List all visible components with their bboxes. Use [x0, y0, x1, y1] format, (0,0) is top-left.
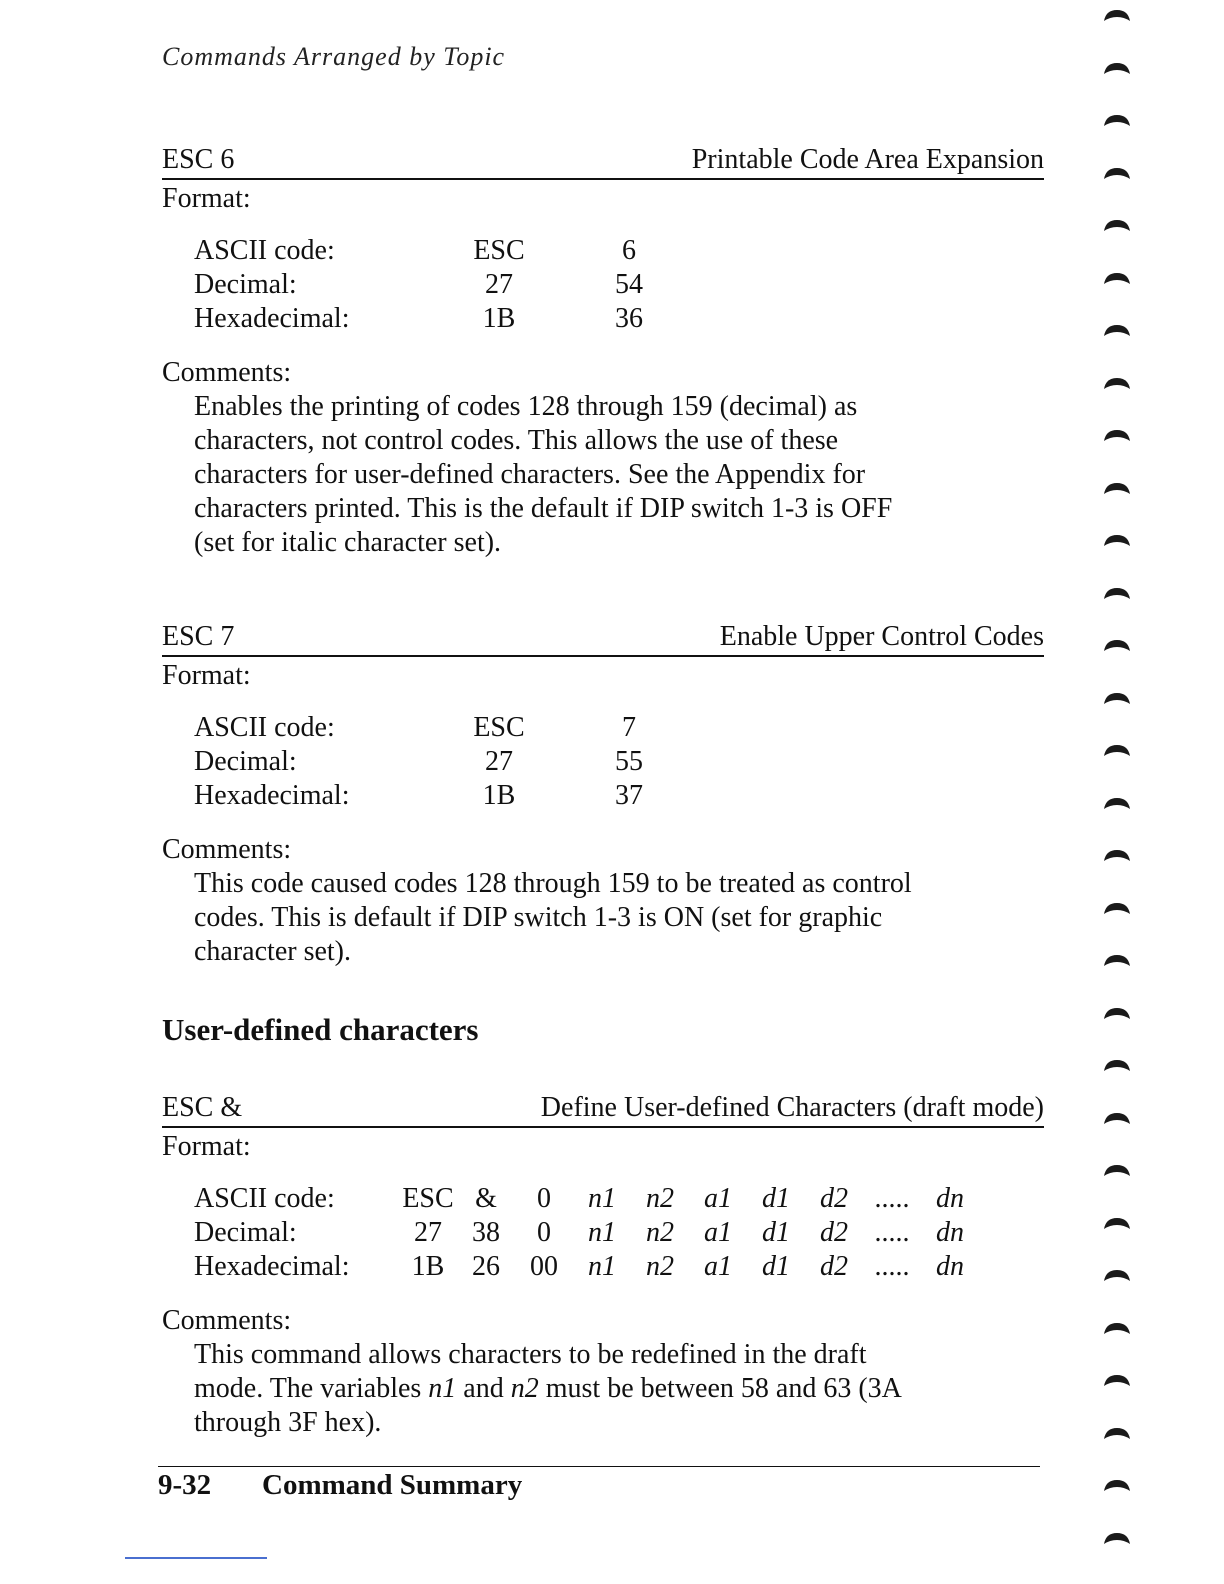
bottom-rule [125, 1557, 267, 1559]
entry-header [162, 142, 1044, 180]
binding-hole-icon [1102, 218, 1132, 232]
code-value: 38 [472, 1217, 500, 1248]
code-variable: dn [936, 1217, 964, 1248]
comment-line: codes. This is default if DIP switch 1-3 is ON (set for graphic [194, 902, 883, 933]
code-variable: a1 [704, 1217, 732, 1248]
binding-marks [1098, 0, 1138, 1584]
table-row [194, 745, 694, 779]
command-code: ESC 7 [162, 621, 235, 652]
binding-hole-icon [1102, 1478, 1132, 1492]
binding-hole-icon [1102, 901, 1132, 915]
footer-title: Command Summary [262, 1469, 523, 1501]
code-value: 27 [414, 1217, 442, 1248]
command-code: ESC 6 [162, 144, 235, 175]
binding-hole-icon [1102, 1373, 1132, 1387]
code-value: 54 [615, 269, 643, 300]
comment-text: must be between 58 and 63 (3A [538, 1373, 902, 1404]
code-variable: dn [936, 1251, 964, 1282]
code-variable: d1 [762, 1183, 790, 1214]
code-value: 7 [622, 712, 636, 743]
binding-hole-icon [1102, 323, 1132, 337]
command-entry-esc-6 [162, 142, 1044, 560]
format-label: Format: [162, 1131, 251, 1162]
row-label: ASCII code: [194, 1183, 335, 1214]
binding-hole-icon [1102, 271, 1132, 285]
binding-hole-icon [1102, 848, 1132, 862]
comment-line: This code caused codes 128 through 159 to be treated as control [194, 868, 912, 899]
code-ellipsis: ..... [874, 1183, 910, 1214]
binding-hole-icon [1102, 481, 1132, 495]
binding-hole-icon [1102, 1058, 1132, 1072]
code-value: 6 [622, 235, 636, 266]
binding-hole-icon [1102, 743, 1132, 757]
table-row [194, 302, 694, 336]
code-value: 27 [485, 269, 513, 300]
binding-hole-icon [1102, 1111, 1132, 1125]
binding-hole-icon [1102, 8, 1132, 22]
binding-hole-icon [1102, 796, 1132, 810]
variable-n1: n1 [428, 1373, 457, 1404]
section-heading: User-defined characters [162, 1012, 479, 1047]
row-label: Hexadecimal: [194, 780, 350, 811]
code-variable: n2 [646, 1251, 674, 1282]
code-variable: a1 [704, 1251, 732, 1282]
code-table [194, 711, 694, 813]
binding-hole-icon [1102, 113, 1132, 127]
code-value: 27 [485, 746, 513, 777]
comment-body [194, 867, 1024, 969]
binding-hole-icon [1102, 638, 1132, 652]
code-variable: d1 [762, 1217, 790, 1248]
comment-text: and [456, 1373, 511, 1404]
running-head: Commands Arranged by Topic [162, 42, 506, 71]
row-label: Decimal: [194, 1217, 297, 1248]
comment-line: Enables the printing of codes 128 through 159 (decimal) as [194, 391, 858, 422]
binding-hole-icon [1102, 533, 1132, 547]
command-title: Define User-defined Characters (draft mode) [540, 1092, 1044, 1123]
comment-line: characters, not control codes. This allows the use of these [194, 425, 839, 456]
code-value: 1B [482, 780, 516, 811]
code-variable: d1 [762, 1251, 790, 1282]
code-variable: d2 [820, 1183, 848, 1214]
code-variable: n1 [588, 1183, 616, 1214]
binding-hole-icon [1102, 691, 1132, 705]
binding-hole-icon [1102, 61, 1132, 75]
comment-line: (set for italic character set). [194, 527, 502, 558]
code-table [194, 1182, 979, 1284]
code-variable: n1 [588, 1251, 616, 1282]
code-value: 36 [615, 303, 643, 334]
binding-hole-icon [1102, 1426, 1132, 1440]
format-label: Format: [162, 660, 251, 691]
command-title: Printable Code Area Expansion [691, 144, 1044, 175]
binding-hole-icon [1102, 428, 1132, 442]
table-row [194, 779, 694, 813]
row-label: Decimal: [194, 269, 297, 300]
table-row [194, 1216, 979, 1250]
row-label: ASCII code: [194, 712, 335, 743]
code-value: 37 [615, 780, 643, 811]
code-ellipsis: ..... [874, 1217, 910, 1248]
code-value: & [475, 1183, 497, 1214]
command-code: ESC & [162, 1092, 243, 1123]
comments-label: Comments: [162, 357, 292, 388]
code-variable: n1 [588, 1217, 616, 1248]
page-number: 9-32 [158, 1469, 212, 1501]
entry-header [162, 1090, 1044, 1128]
comment-line: characters printed. This is the default if DIP switch 1-3 is OFF [194, 493, 893, 524]
code-table [194, 234, 694, 336]
binding-hole-icon [1102, 586, 1132, 600]
entry-header [162, 619, 1044, 657]
code-variable: n2 [646, 1217, 674, 1248]
table-row [194, 234, 694, 268]
code-value: 55 [615, 746, 643, 777]
table-row [194, 268, 694, 302]
code-value: 0 [537, 1183, 551, 1214]
command-entry-esc-ampersand [162, 1090, 1044, 1440]
format-label: Format: [162, 183, 251, 214]
code-value: 26 [472, 1251, 500, 1282]
binding-hole-icon [1102, 1216, 1132, 1230]
code-variable: n2 [646, 1183, 674, 1214]
code-variable: a1 [704, 1183, 732, 1214]
comment-line: through 3F hex). [194, 1407, 382, 1438]
command-entry-esc-7 [162, 619, 1044, 969]
comment-text: mode. The variables [194, 1373, 429, 1404]
code-ellipsis: ..... [874, 1251, 910, 1282]
code-value: 0 [537, 1217, 551, 1248]
table-row [194, 1250, 979, 1284]
code-variable: d2 [820, 1251, 848, 1282]
page-footer [158, 1466, 1040, 1502]
comment-line [194, 1372, 1024, 1406]
binding-hole-icon [1102, 1531, 1132, 1545]
table-row [194, 1182, 979, 1216]
row-label: Hexadecimal: [194, 1251, 350, 1282]
comment-body [194, 390, 1024, 560]
variable-n2: n2 [510, 1373, 539, 1404]
comment-body [194, 1338, 1024, 1440]
command-title: Enable Upper Control Codes [719, 621, 1044, 652]
binding-hole-icon [1102, 1006, 1132, 1020]
code-variable: d2 [820, 1217, 848, 1248]
row-label: Decimal: [194, 746, 297, 777]
binding-hole-icon [1102, 166, 1132, 180]
code-value: 1B [411, 1251, 445, 1282]
comment-line: character set). [194, 936, 351, 967]
binding-hole-icon [1102, 953, 1132, 967]
row-label: ASCII code: [194, 235, 335, 266]
code-variable: dn [936, 1183, 964, 1214]
code-value: 00 [530, 1251, 558, 1282]
binding-hole-icon [1102, 1163, 1132, 1177]
comment-line: characters for user-defined characters. See the Appendix for [194, 459, 866, 490]
code-value: ESC [473, 712, 525, 743]
code-value: 1B [482, 303, 516, 334]
code-value: ESC [402, 1183, 454, 1214]
binding-hole-icon [1102, 376, 1132, 390]
table-row [194, 711, 694, 745]
code-value: ESC [473, 235, 525, 266]
row-label: Hexadecimal: [194, 303, 350, 334]
comments-label: Comments: [162, 834, 292, 865]
binding-hole-icon [1102, 1268, 1132, 1282]
binding-hole-icon [1102, 1321, 1132, 1335]
comments-label: Comments: [162, 1305, 292, 1336]
comment-line: This command allows characters to be redefined in the draft [194, 1339, 867, 1370]
